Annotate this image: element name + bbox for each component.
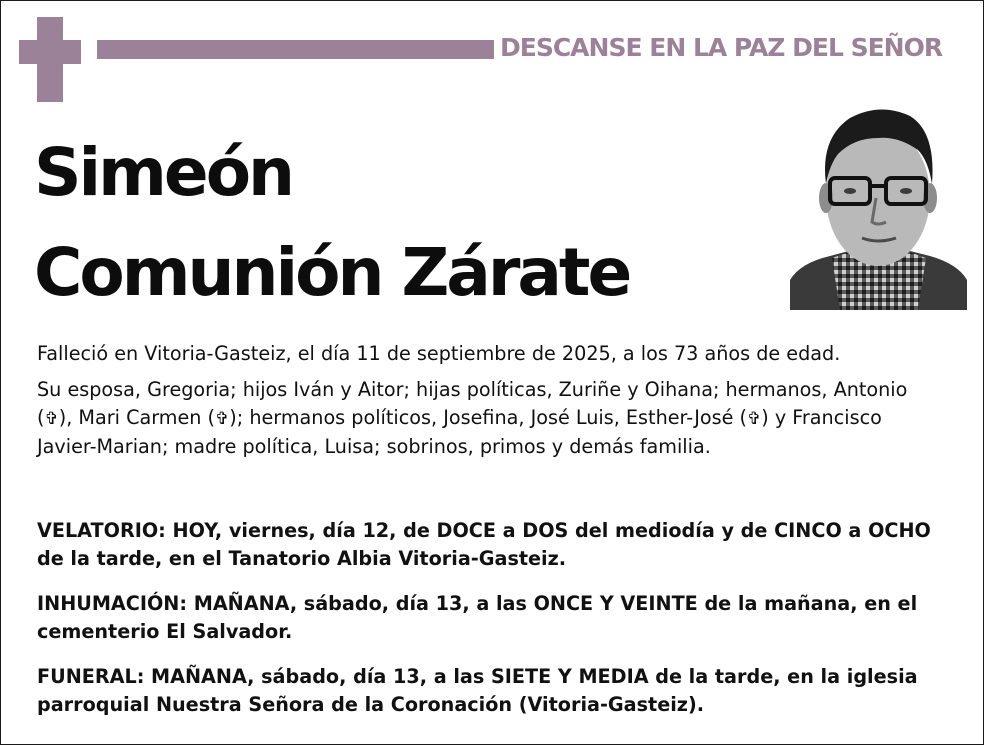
family-list: [37, 376, 947, 461]
family-list-text: Su esposa, Gregoria; hijos Iván y Aitor; hijas políticas, Zuriñe y Oihana; hermanos, Antonio (: [37, 378, 908, 429]
deceased-cross-icon: ✞: [215, 409, 230, 429]
deceased-cross-icon: ✞: [44, 409, 59, 429]
deceased-surnames: Comunión Zárate: [34, 234, 630, 311]
death-announcement: Falleció en Vitoria-Gasteiz, el día 11 de septiembre de 2025, a los 73 años de edad.: [37, 342, 841, 365]
family-list-text: ) y Francisco Javier-Marian; madre política, Luisa; sobrinos, primos y demás familia.: [37, 406, 882, 458]
family-list-text: ), Mari Carmen (: [58, 406, 216, 429]
burial-info: INHUMACIÓN: MAÑANA, sábado, día 13, a las ONCE Y VEINTE de la mañana, en el cementerio El Salvador.: [37, 592, 918, 643]
deceased-first-name: Simeón: [34, 134, 293, 211]
header-rule: [97, 40, 494, 59]
cross-icon-arm: [19, 40, 81, 64]
family-list-text: ); hermanos políticos, Josefina, José Luis, Esther-José (: [229, 406, 747, 429]
deceased-cross-icon: ✞: [746, 409, 762, 429]
wake-info: VELATORIO: HOY, viernes, día 12, de DOCE a DOS del mediodía y de CINCO a OCHO de la tarde, en el Tanatorio Albia Vitoria-Gasteiz.: [37, 519, 931, 570]
header-tagline: DESCANSE EN LA PAZ DEL SEÑOR: [500, 33, 943, 62]
portrait-photo: [790, 98, 967, 310]
funeral-info: FUNERAL: MAÑANA, sábado, día 13, a las SIETE Y MEDIA de la tarde, en la iglesia parroquial Nuestra Señora de la Coronación (Vitoria-Gasteiz).: [37, 665, 918, 716]
